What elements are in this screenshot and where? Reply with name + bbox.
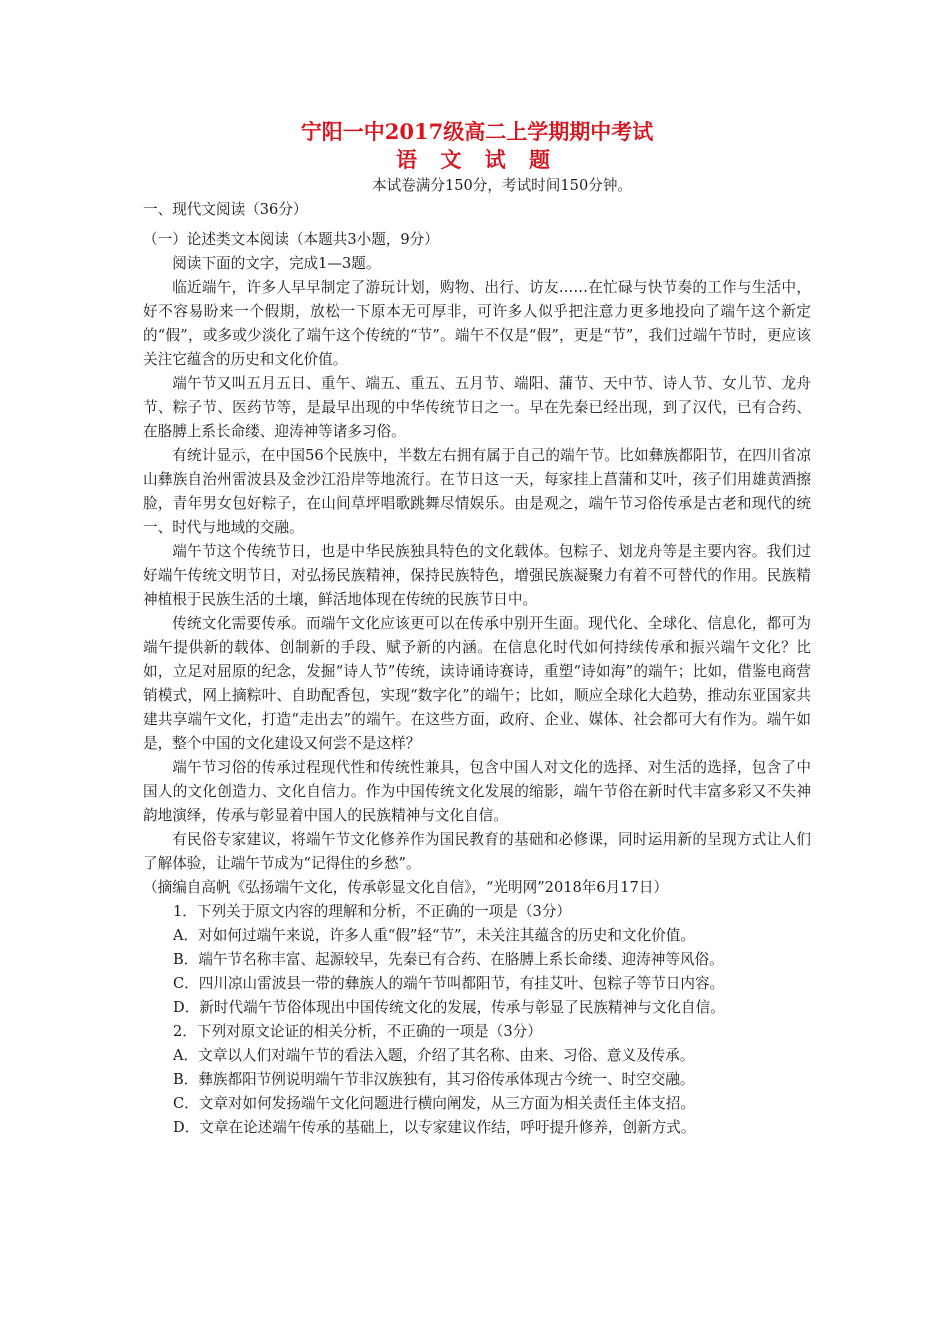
source-citation: （摘编自高帆《弘扬端午文化，传承彰显文化自信》，“光明网”2018年6月17日） [143,879,669,896]
paragraph: 临近端午，许多人早早制定了游玩计划，购物、出行、访友……在忙碌与快节奏的工作与生活中，好不容易盼来一个假期，放松一下原本无可厚非，可许多人似乎把注意力更多地投向了端午这个新定的“假”，或多或少淡化了端午这个传统的“节”。端午不仅是“假”，更是“节”，我们过端午节时，更应该关注它蕴含的历史和文化价值。 [143,279,811,368]
subsection-heading: （一）论述类文本阅读（本题共3小题，9分） [143,231,439,248]
question-option: D．新时代端午节俗体现出中国传统文化的发展，传承与彰显了民族精神与文化自信。 [173,999,725,1016]
section-heading: 一、现代文阅读（36分） [143,201,308,218]
question-option: A．对如何过端午来说，许多人重“假”轻“节”，未关注其蕴含的历史和文化价值。 [173,927,695,944]
exam-subtitle: 语 文 试 题 [396,147,558,172]
paragraph: 有民俗专家建议，将端午节文化修养作为国民教育的基础和必修课，同时运用新的呈现方式让人们了解体验，让端午节成为“记得住的乡愁”。 [143,831,811,872]
question-option: D．文章在论述端午传承的基础上，以专家建议作结，呼吁提升修养，创新方式。 [173,1119,696,1136]
paragraph: 有统计显示，在中国56个民族中，半数左右拥有属于自己的端午节。比如彝族都阳节，在四川省凉山彝族自治州雷波县及金沙江沿岸等地流行。在节日这一天，每家挂上菖蒲和艾叶，孩子们用雄黄酒擦脸，青年男女包好粽子，在山间草坪唱歌跳舞尽情娱乐。由是观之，端午节习俗传承是古老和现代的统一、时代与地域的交融。 [143,447,811,536]
paragraph: 传统文化需要传承。而端午文化应该更可以在传承中别开生面。现代化、全球化、信息化，都可为端午提供新的载体、创制新的手段、赋予新的内涵。在信息化时代如何持续传承和振兴端午文化？比如，立足对屈原的纪念，发掘“诗人节”传统，读诗诵诗赛诗，重塑“诗如海”的端午；比如，借鉴电商营销模式，网上摘粽叶、自助配香包，实现“数字化”的端午；比如，顺应全球化大趋势，推动东亚国家共建共享端午文化，打造“走出去”的端午。在这些方面，政府、企业、媒体、社会都可大有作为。端午如是，整个中国的文化建设又何尝不是这样？ [143,615,811,752]
question-option: B．彝族都阳节例说明端午节非汉族独有，其习俗传承体现古今统一、时空交融。 [173,1071,695,1088]
question-option: C．四川凉山雷波县一带的彝族人的端午节叫都阳节，有挂艾叶、包粽子等节日内容。 [173,975,725,992]
paragraph: 端午节习俗的传承过程现代性和传统性兼具，包含中国人对文化的选择、对生活的选择，包含了中国人的文化创造力、文化自信力。作为中国传统文化发展的缩影，端午节俗在新时代丰富多彩又不失神韵地演绎，传承与彰显着中国人的民族精神与文化自信。 [143,759,811,824]
question-option: B．端午节名称丰富、起源较早，先秦已有合药、在胳膊上系长命缕、迎涛神等风俗。 [173,951,724,968]
question-option: A．文章以人们对端午节的看法入题，介绍了其名称、由来、习俗、意义及传承。 [173,1047,695,1064]
paragraph: 端午节这个传统节日，也是中华民族独具特色的文化载体。包粽子、划龙舟等是主要内容。我们过好端午传统文明节日，对弘扬民族精神，保持民族特色，增强民族凝聚力有着不可替代的作用。民族精神植根于民族生活的土壤，鲜活地体现在传统的民族节日中。 [143,543,811,608]
exam-note: 本试卷满分150分，考试时间150分钟。 [371,177,633,194]
paragraph: 端午节又叫五月五日、重午、端五、重五、五月节、端阳、蒲节、天中节、诗人节、女儿节、龙舟节、粽子节、医药节等，是最早出现的中华传统节日之一。早在先秦已经出现，到了汉代，已有合药、在胳膊上系长命缕、迎涛神等诸多习俗。 [143,375,811,440]
question-stem: 1．下列关于原文内容的理解和分析，不正确的一项是（3分） [173,903,572,920]
question-stem: 2．下列对原文论证的相关分析，不正确的一项是（3分） [173,1023,542,1040]
question-option: C．文章对如何发扬端午文化问题进行横向阐发，从三方面为相关责任主体支招。 [173,1095,695,1112]
instruction: 阅读下面的文字，完成1—3题。 [172,255,381,272]
exam-title: 宁阳一中2017级高二上学期期中考试 [300,119,654,144]
exam-page [143,118,811,1140]
